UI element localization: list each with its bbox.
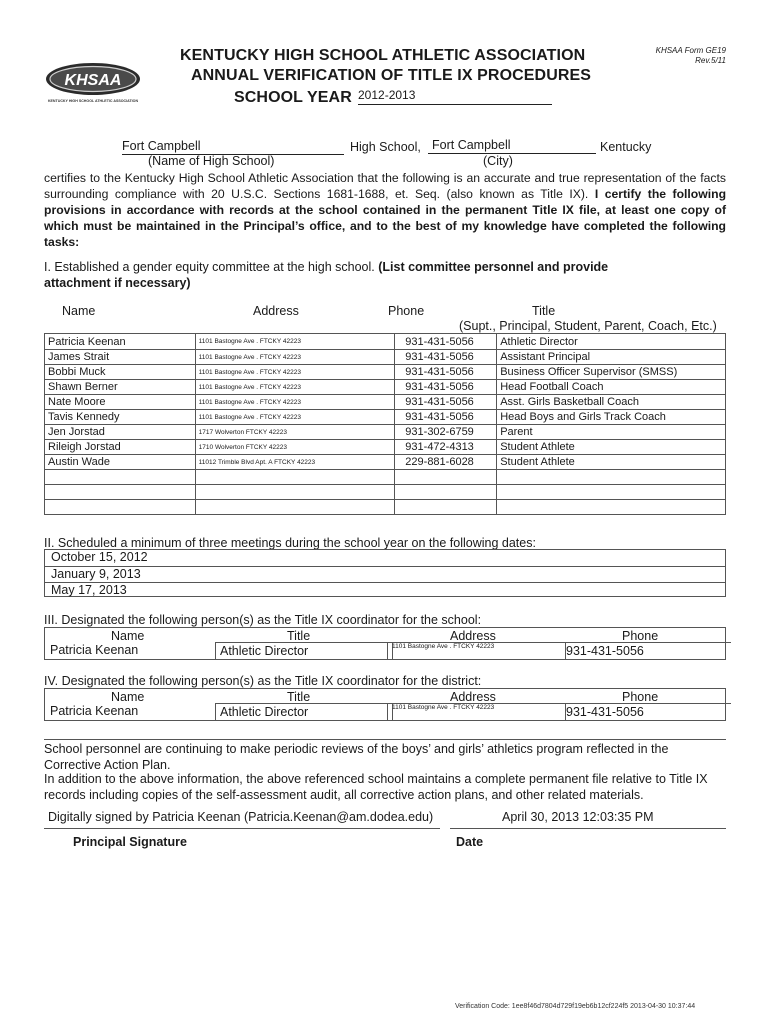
- member-address: 1101 Bastogne Ave . FTCKY 42223: [195, 395, 395, 410]
- member-phone: 931-472-4313: [395, 440, 497, 455]
- digital-signature: Digitally signed by Patricia Keenan (Patricia.Keenan@am.dodea.edu): [48, 810, 434, 824]
- member-phone: [395, 500, 497, 515]
- table-row: [45, 395, 726, 410]
- review-statement: School personnel are continuing to make periodic reviews of the boys’ and girls’ athletics program reflected in the Corrective Action Plan.: [44, 742, 669, 772]
- member-phone: 931-431-5056: [395, 410, 497, 425]
- member-phone: [395, 470, 497, 485]
- meeting-date: May 17, 2013: [51, 583, 127, 597]
- member-address: 1101 Bastogne Ave . FTCKY 42223: [195, 365, 395, 380]
- table-row: [45, 410, 726, 425]
- member-address: 1101 Bastogne Ave . FTCKY 42223: [195, 410, 395, 425]
- date-label: Date: [456, 835, 484, 849]
- member-title: Business Officer Supervisor (SMSS): [497, 365, 726, 380]
- coord-phone: 931-431-5056: [560, 642, 731, 659]
- high-school-label: High School,: [350, 140, 421, 154]
- district-address: 1101 Bastogne Ave . FTCKY 42223: [387, 703, 566, 720]
- member-phone: 931-431-5056: [395, 395, 497, 410]
- table-row: [45, 350, 726, 365]
- school-name-field: Fort Campbell: [122, 139, 344, 155]
- district-title: Athletic Director: [215, 703, 393, 720]
- table-row: [45, 470, 726, 485]
- city-field: Fort Campbell: [428, 138, 596, 154]
- col-title-header: Title: [532, 304, 556, 318]
- member-name: Shawn Berner: [45, 380, 196, 395]
- school-year-field: 2012-2013: [358, 88, 552, 105]
- form-number: [630, 46, 726, 66]
- col-name-header: Name: [62, 304, 96, 318]
- member-phone: 931-431-5056: [395, 365, 497, 380]
- table-row: [45, 485, 726, 500]
- form-label: KHSAA Form GE19: [655, 46, 726, 55]
- meeting-date: January 9, 2013: [45, 567, 725, 583]
- member-phone: 229-881-6028: [395, 455, 497, 470]
- table-row: [45, 334, 726, 350]
- member-name: Austin Wade: [45, 455, 196, 470]
- table-row: [45, 455, 726, 470]
- member-phone: 931-431-5056: [395, 350, 497, 365]
- khsaa-logo-graphic: [44, 62, 142, 106]
- khsaa-logo: [44, 62, 142, 106]
- coord-phone-header: Phone: [622, 629, 659, 643]
- member-name: Nate Moore: [45, 395, 196, 410]
- coord-address: 1101 Bastogne Ave . FTCKY 42223: [387, 642, 566, 659]
- member-address: 1710 Wolverton FTCKY 42223: [195, 440, 395, 455]
- file-statement: In addition to the above information, the above referenced school maintains a complete permanent file relative to Title IX records including copies of the self-assessment audit, all corrective action plans, and other related materials.: [44, 772, 708, 802]
- member-title: [497, 500, 726, 515]
- school-coordinator-box: [44, 627, 726, 660]
- member-name: [45, 500, 196, 515]
- state-label: Kentucky: [600, 140, 652, 154]
- city-caption: (City): [483, 154, 513, 168]
- title-line-1: KENTUCKY HIGH SCHOOL ATHLETIC ASSOCIATION: [180, 47, 586, 64]
- principal-signature-label: Principal Signature: [73, 835, 187, 849]
- table-row: [45, 425, 726, 440]
- section-4-heading: IV. Designated the following person(s) as the Title IX coordinator for the district:: [44, 674, 482, 688]
- member-title: Student Athlete: [497, 455, 726, 470]
- verification-code: Verification Code: 1ee8f46d7804d729f19eb6b12cf224f5 2013-04-30 10:37:44: [455, 1003, 696, 1010]
- title-line-2: ANNUAL VERIFICATION OF TITLE IX PROCEDURES: [191, 67, 592, 84]
- intro-certify-text: I certify the following provisions in accordance with records at the school contained in the permanent Title IX file, at least one copy of which must be maintained in the Principal’s office, and to the best of my knowledge have completed the following tasks:: [44, 187, 727, 249]
- closing-divider: [44, 739, 726, 740]
- member-title: [497, 485, 726, 500]
- rev-label: Rev.5/11: [695, 56, 726, 65]
- section-3-heading: III. Designated the following person(s) as the Title IX coordinator for the school:: [44, 613, 482, 627]
- member-address: [195, 485, 395, 500]
- member-title: [497, 470, 726, 485]
- district-title-header: Title: [287, 690, 311, 704]
- section-1-heading-note: (List committee personnel and provide attachment if necessary): [44, 260, 609, 290]
- section-1-heading: [44, 259, 664, 291]
- member-name: [45, 485, 196, 500]
- member-phone: 931-431-5056: [395, 380, 497, 395]
- member-address: 11012 Trimble Blvd Apt. A FTCKY 42223: [195, 455, 395, 470]
- table-row: [45, 440, 726, 455]
- coord-title: Athletic Director: [215, 642, 393, 659]
- district-coordinator-box: [44, 688, 726, 721]
- member-title: Athletic Director: [497, 334, 726, 350]
- district-name: Patricia Keenan: [50, 704, 139, 718]
- member-name: Bobbi Muck: [45, 365, 196, 380]
- member-address: 1101 Bastogne Ave . FTCKY 42223: [195, 380, 395, 395]
- member-name: Rileigh Jorstad: [45, 440, 196, 455]
- committee-table: [44, 333, 726, 515]
- meeting-date: October 15, 2012: [45, 550, 725, 567]
- member-address: [195, 500, 395, 515]
- coord-name-header: Name: [111, 629, 145, 643]
- col-phone-header: Phone: [388, 304, 425, 318]
- table-row: [45, 365, 726, 380]
- logo-text: KHSAA: [64, 72, 122, 89]
- member-address: 1717 Wolverton FTCKY 42223: [195, 425, 395, 440]
- member-title: Parent: [497, 425, 726, 440]
- meeting-dates-box: [44, 549, 726, 597]
- district-phone-header: Phone: [622, 690, 659, 704]
- member-address: 1101 Bastogne Ave . FTCKY 42223: [195, 350, 395, 365]
- member-address: [195, 470, 395, 485]
- intro-paragraph: [44, 170, 726, 250]
- col-address-header: Address: [253, 304, 299, 318]
- member-title: Head Football Coach: [497, 380, 726, 395]
- section-2-heading: II. Scheduled a minimum of three meetings during the school year on the following dates:: [44, 536, 536, 550]
- district-phone: 931-431-5056: [560, 703, 731, 720]
- logo-tagline: KENTUCKY HIGH SCHOOL ATHLETIC ASSOCIATION: [47, 99, 139, 103]
- table-row: [45, 500, 726, 515]
- coord-name: Patricia Keenan: [50, 643, 139, 657]
- member-phone: 931-431-5056: [395, 334, 497, 350]
- member-name: Jen Jorstad: [45, 425, 196, 440]
- coord-address-header: Address: [450, 629, 496, 643]
- member-name: Tavis Kennedy: [45, 410, 196, 425]
- signature-line: [44, 828, 440, 829]
- title-line-3: SCHOOL YEAR: [234, 89, 352, 106]
- date-line: [450, 828, 726, 829]
- district-name-header: Name: [111, 690, 145, 704]
- table-row: [45, 380, 726, 395]
- member-name: [45, 470, 196, 485]
- member-title: Asst. Girls Basketball Coach: [497, 395, 726, 410]
- section-1-heading-text: I. Established a gender equity committee at the high school.: [44, 260, 375, 274]
- district-address-header: Address: [450, 690, 496, 704]
- member-phone: 931-302-6759: [395, 425, 497, 440]
- school-name-caption: (Name of High School): [148, 154, 275, 168]
- member-title: Assistant Principal: [497, 350, 726, 365]
- member-phone: [395, 485, 497, 500]
- member-title: Head Boys and Girls Track Coach: [497, 410, 726, 425]
- member-title: Student Athlete: [497, 440, 726, 455]
- member-address: 1101 Bastogne Ave . FTCKY 42223: [195, 334, 395, 350]
- col-title-subheader: (Supt., Principal, Student, Parent, Coach, Etc.): [459, 319, 717, 333]
- member-name: Patricia Keenan: [45, 334, 196, 350]
- signature-date: April 30, 2013 12:03:35 PM: [502, 810, 654, 824]
- intro-text: certifies to the Kentucky High School Athletic Association that the following is an accurate and true representation of the facts surrounding compliance with 20 U.S.C. Sections 1681-1688, et. Seq. (also known as Title IX).: [44, 171, 726, 201]
- coord-title-header: Title: [287, 629, 311, 643]
- member-name: James Strait: [45, 350, 196, 365]
